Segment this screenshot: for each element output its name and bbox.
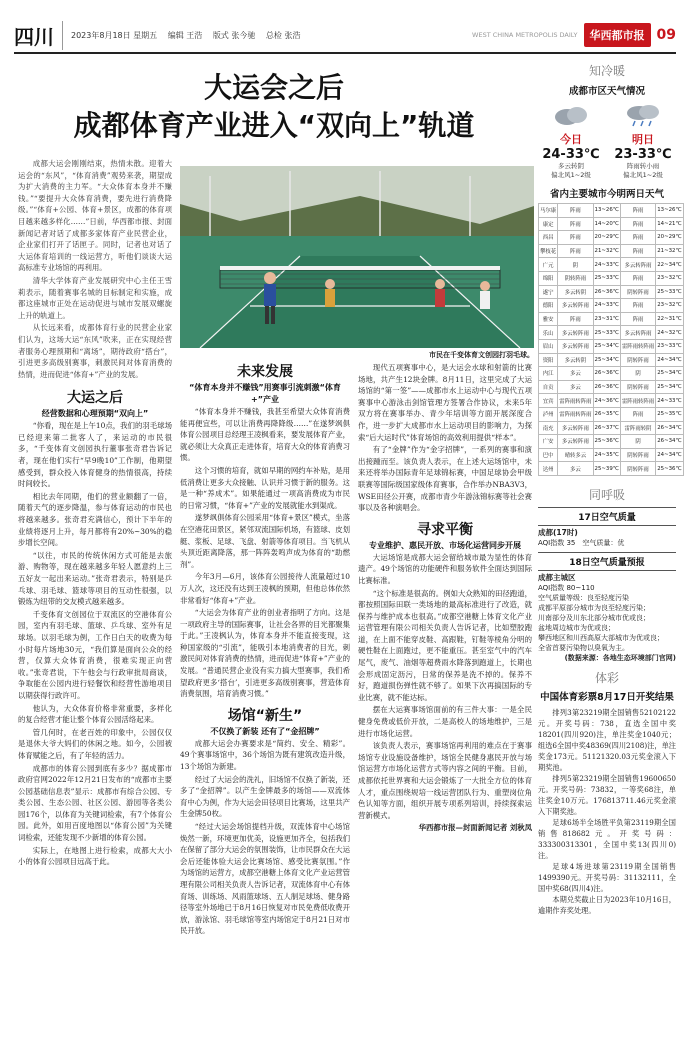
weather-cell: 24~32℃ [656, 326, 683, 340]
checker: 总检 张浩 [265, 30, 301, 40]
aq-today-title: 17日空气质量 [538, 507, 676, 526]
weather-cell: 阵雨 [620, 299, 655, 313]
aq-forecast-city: 成都主城区 [538, 572, 576, 582]
weather-cell: 阵雨 [620, 271, 655, 285]
lottery-paragraph: 排列5第23219期全国销售19600650元。开奖号码：73832，一等奖68注，单注奖金10万元。176813711.46元奖金滚入下期奖池。 [538, 773, 676, 816]
paragraph: 大运场馆是成都大运会留给城市最为显性的体育遗产。49个场馆的功能硬件和服务软件全面达到国际比赛标准。 [358, 552, 532, 585]
paragraph: 这个习惯的培育，就如早期的网约车补贴，是用低消费让更多大众接触、认识并习惯于新的服务。这是一种“养成术”。如果能通过一项高消费成为市民的日常习惯，“体育+”产业的发展就能水到渠成。 [180, 465, 351, 510]
weather-tag: 知冷暖 [588, 64, 625, 78]
weather-forecast [538, 103, 676, 180]
weather-cell: 20~29℃ [656, 231, 683, 245]
photo-illustration [180, 166, 534, 348]
weather-cell: 雷阵雨转阵雨 [620, 394, 655, 408]
weather-cell: 阴转阵雨 [620, 448, 655, 462]
weather-cell: 25~33℃ [656, 285, 683, 299]
city-name: 马尔康 [539, 204, 558, 218]
weather-cell: 21~32℃ [593, 244, 620, 258]
city-name: 乐山 [539, 326, 558, 340]
weather-cell: 阴 [620, 435, 655, 449]
weather-cell: 多云转阵雨 [620, 326, 655, 340]
weather-cell: 多云转阵雨 [558, 435, 593, 449]
weather-cell: 13~26℃ [656, 204, 683, 218]
weather-cell: 25~35℃ [656, 407, 683, 421]
weather-cell: 20~29℃ [593, 231, 620, 245]
weather-cell: 25~33℃ [593, 326, 620, 340]
aq-forecast-aqi: AQI指数 80~110 [538, 583, 595, 592]
city-weather-row [539, 217, 684, 231]
weather-cell: 26~34℃ [656, 421, 683, 435]
city-weather-row [539, 367, 684, 381]
city-name: 宜宾 [539, 394, 558, 408]
city-weather-row [539, 271, 684, 285]
aq-detail-line: 空气质量等级：良至轻度污染 [538, 593, 629, 602]
section-3-subtitle: 不仅换了新装 还有了“金招牌” [210, 726, 320, 736]
city-weather-row [539, 421, 684, 435]
weather-cell: 多云转阵雨 [558, 421, 593, 435]
city-name: 南充 [539, 421, 558, 435]
weather-cell: 阴转阵雨 [620, 285, 655, 299]
weather-cell: 晴转多云 [558, 448, 593, 462]
aq-detail-line: 全省首要污染物以臭氧为主。 [538, 643, 629, 652]
paragraph: 相比去年同期，他们的营业额翻了一倍，随着天气的逐步降温，参与体育运动的市民也将越来越多。张奇君充满信心，预计下半年的业绩将逐月上升，每月都将有20%~30%的稳步增长空间。 [18, 491, 172, 548]
weather-cell: 24~33℃ [593, 299, 620, 313]
weather-cell: 26~36℃ [593, 367, 620, 381]
city-weather-row [539, 258, 684, 272]
weather-cell: 24~33℃ [656, 394, 683, 408]
weather-cell: 多云转阴 [558, 285, 593, 299]
city-weather-row [539, 285, 684, 299]
aq-forecast-details [538, 593, 676, 653]
paragraph: 今年3月—6月，该体育公园接待人流量超过10万人次，这还没有达到王凌枫的预期，但他总体依然非常看好“体育+”产业。 [180, 572, 350, 605]
paragraph: “以往，市民的传统休闲方式可能是去旅游、购物等，现在越来越多年轻人愿意约上三五好友一起出来运动。”张奇君表示，特别是乒乓球、羽毛球、篮球等项目的互动性很强，以锻炼为纽带的交友模式越来越多。 [18, 550, 172, 607]
paragraph: 有了“金牌”作为“金字招牌”，一系列的赛事和演出接踵而至。该负责人表示，在上述大运场馆中，未来还将举办国际青年足球锦标赛，中国足球协会甲级联赛等国际级国家级体育赛事，合作举办NBA3V3，WSE田径公开赛，成都市青少年游泳锦标赛等社会赛事以及各种演唱会。 [358, 445, 532, 513]
lottery-paragraph: 排列3第23219期全国销售52102122元。开奖号码：738，直选全国中奖18201(四川920)注，单注奖金1040元；组选6全国中奖48369(四川2108)注，单注奖金173元。51121320.03元奖金滚入下期奖池。 [538, 707, 676, 772]
weather-cell: 23~32℃ [656, 299, 683, 313]
weather-cell: 雷阵雨转阵雨 [558, 407, 593, 421]
badminton-photo [180, 166, 534, 348]
paragraph: 该负责人表示，赛事场馆再利用的难点在于赛事场馆专业设施设备维护，场馆全民健身惠民开放与场馆运营方市场化运营方式等内容之间的平衡。目前，成都依托世界赛和大运会锻炼了一大批全方位的体育人才，重点围绕规培一线运营团队行为、重塑岗位角色认知等方面，组织开展专项系列培训，持续探索运营新模式。 [358, 741, 532, 820]
weather-cell: 阵雨 [558, 204, 593, 218]
weather-cell: 多云转阵雨 [558, 339, 593, 353]
column-2 [180, 362, 350, 938]
city-name: 西昌 [539, 231, 558, 245]
weather-cell: 25~36℃ [593, 435, 620, 449]
city-name: 达州 [539, 462, 558, 476]
weather-cell: 14~21℃ [656, 217, 683, 231]
section-3-heading [180, 706, 350, 738]
weather-cell: 22~31℃ [656, 312, 683, 326]
tomorrow-desc: 阵雨转小雨 [626, 162, 660, 170]
aq-detail-line: 川南部分及川东北部分城市优或良； [538, 613, 650, 622]
weather-cell: 24~34℃ [656, 448, 683, 462]
lead-paragraph-3: 从长远来看，成都体育行业的民营企业家们认为，这场大运“东风”吹来，正在实现经营者服务心理预期和“离场”，期待政府“搭台”，引进更多高级别赛事，刺激民间对体育消费的热情，进而促进“体育+”产业的发展。 [18, 323, 172, 379]
today-label: 今日 [560, 133, 582, 146]
masthead [14, 18, 676, 52]
weather-cell: 阵雨 [558, 217, 593, 231]
city-name: 资阳 [539, 353, 558, 367]
weather-cell: 雷阵雨转阵雨 [558, 394, 593, 408]
weather-cell: 多云转阵雨 [620, 258, 655, 272]
paragraph: 实际上，在地图上进行检索，成都大大小小的体育公园项目远高于此。 [18, 845, 172, 867]
weather-cell: 26~36℃ [593, 380, 620, 394]
weather-cell: 25~39℃ [593, 462, 620, 476]
weather-cell: 25~33℃ [593, 271, 620, 285]
section-2-heading [180, 362, 350, 406]
weather-cell: 25~34℃ [593, 339, 620, 353]
city-weather-row [539, 380, 684, 394]
city-name: 康定 [539, 217, 558, 231]
weather-cell: 多云 [558, 462, 593, 476]
weather-today [538, 103, 604, 180]
paragraph: 遂梦飒俱体育公园采用“体育+景区”模式，坐落在空港花田景区，紧邻双流国际机场，有篮球、皮划艇、浆板、足球、飞盘、射箭等体育项目。当飞机从头顶近距离降落，那一阵阵轰鸣声成为体育的“助燃剂”。 [180, 513, 350, 569]
lead-paragraph-2: 清华大学体育产业发展研究中心主任王雪莉表示，随着赛事名城的目标制定和实施，成都这座城市正处在运动促进与城市发展双螺旋上升的轨道上。 [18, 275, 172, 320]
paragraph: 成都大运会办赛要求是“简约、安全、精彩”。49个赛事场馆中，36个场馆为既有建筑改造升级，13个场馆为新建。 [180, 738, 350, 772]
section-3-title: 场馆“新生” [227, 707, 303, 724]
city-name: 广元 [539, 258, 558, 272]
city-name: 泸州 [539, 407, 558, 421]
headline-line1: 大运会之后 [203, 71, 344, 104]
paragraph: “这个标准是很高的。例如大众熟知的田径跑道，都按照国际田联一类场地的最高标准进行了改造，就保养与维护成本也很高。”成都空港糖上体育文化产业运营管理有限公司相关负责人告诉记者，比如塑胶跑道，在上面不能穿皮鞋、高跟鞋，钉鞋等棱角分明的硬性鞋在上面跑过，更不能重压。甚至室气中的汽车尾气，废气、油烟等超费雨水降落到跑道上，长期也会形成固定沥污，日常的保养是洗不掉的。保养不好，跑道损伤弹性就不够了。如果下次再搞国际的专业比赛，就不能达标。 [358, 588, 532, 702]
weather-cell: 阵雨 [558, 312, 593, 326]
section-4-heading [358, 520, 532, 552]
column-1 [18, 158, 172, 869]
weather-cell: 23~31℃ [593, 312, 620, 326]
weather-cell: 21~32℃ [656, 244, 683, 258]
weather-cell: 多云 [558, 367, 593, 381]
weather-cell: 22~34℃ [656, 258, 683, 272]
weather-cell: 13~26℃ [593, 204, 620, 218]
city-name: 遂宁 [539, 285, 558, 299]
weather-cell: 阵雨 [620, 244, 655, 258]
issue-date: 2023年8月18日 星期五 [71, 30, 158, 40]
cities-title: 省内主要城市今明两日天气 [549, 189, 664, 200]
aq-source: (数据来源：各地生态环境部门官网) [564, 653, 676, 662]
today-temp: 24-33℃ [542, 147, 600, 162]
city-weather-row [539, 326, 684, 340]
column-3 [358, 362, 532, 834]
section-1-subtitle: 经营数据和心理预期“双向上” [41, 409, 149, 419]
lottery-paragraph: 本期兑奖截止日为2023年10月16日，逾期作弃奖处理。 [538, 894, 676, 915]
aq-today-value: AQI指数 35 空气质量：优 [538, 538, 625, 547]
weather-cell: 25~34℃ [656, 380, 683, 394]
weather-cell: 25~36℃ [656, 462, 683, 476]
weather-cell: 阴 [558, 258, 593, 272]
weather-cell: 阵雨 [620, 407, 655, 421]
section-1-title: 大运之后 [67, 390, 123, 407]
weather-cell: 23~32℃ [656, 271, 683, 285]
weather-cell: 14~20℃ [593, 217, 620, 231]
headline-line2: 成都体育产业进入“双向上”轨道 [73, 109, 475, 142]
paragraph: “经过大运会场馆提档升级，双流体育中心场馆焕然一新，环境更加优美，设施更加齐全，包括我们在保留了部分大运会的氛围装饰，让市民群众在大运会后还能体验大运会比赛场馆、感受比赛氛围。”作为场馆的运营方，成都空港糖上体育文化产业运营管理有限公司相关负责人告诉记者，双流体育中心有体育场、训练场、风雨篮球场、五人制足球场、健身路径等室外场地已于8月16日恢复对市民免费低收费开放，游泳馆、羽毛球馆等室内场馆定于8月21日对市民开放。 [180, 822, 350, 936]
masthead-rule [14, 52, 676, 54]
lead-paragraph: 成都大运会刚刚结束，热情未散。迎着大运会的“东风”，“体育消费”观势来袭，期望成为扩大消费的主力军。“大众体育本身并不赚钱。”“要提升大众体育消费，要先进行消费降级。”“体育+公园、体育+景区，成都的体育项目越来越多样化……”日前，华西都市报、封面新闻记者对话了成都多家体育产业民营企业，企业家们打开了话匣子。同时，记者也对话了大运体育培训的一线运营方，听他们谈谈大运高标准专业场馆的再利用。 [18, 159, 172, 273]
section-4-title: 寻求平衡 [417, 521, 473, 538]
city-weather-row [539, 435, 684, 449]
weather-cell: 阴转阵雨 [620, 353, 655, 367]
aq-detail-line: 攀西地区和川西高原大部城市为优或良； [538, 633, 664, 642]
editor: 编辑 王浩 [167, 30, 203, 40]
weather-cell: 26~34℃ [656, 435, 683, 449]
weather-cell: 阵雨 [620, 231, 655, 245]
paragraph: “你看，现在是上午10点，我们的羽毛球场已经迎来第二批客人了，来运动的市民很多，“千变体育文创园执行董事张奇君告诉记者，现在他们实行“早9晚10”工作制，他期望感受到，群众投入体育健身的热情很高，持续时间较长。 [18, 421, 172, 489]
city-name: 雅安 [539, 312, 558, 326]
city-weather-row [539, 244, 684, 258]
section-1-heading [18, 388, 172, 420]
lottery-paragraph: 足球4场进球第23119期全国销售1499390元。开奖号码：31132111，全国中奖68(四川4)注。 [538, 861, 676, 893]
paragraph: 他认为，大众体育价格非常重要，多样化的复合经营才能让整个体育公园活络起来。 [18, 703, 172, 725]
paragraph: “体育本身并不赚钱，我甚至希望大众体育消费能再便宜些，可以让消费再降降级……”在遂梦飒俱体育公园项目总经理王凌枫看来，要发展体育产业，就必须让大众真正走进体育，培育大众的体育消费习惯。 [180, 407, 350, 463]
city-name: 攀枝花 [539, 244, 558, 258]
aq-detail-line: 成都平原部分城市为良至轻度污染； [538, 603, 650, 612]
weather-cell: 阵雨 [620, 204, 655, 218]
weather-cell: 26~35℃ [593, 407, 620, 421]
weather-cell: 26~37℃ [593, 421, 620, 435]
weather-cell: 25~34℃ [656, 367, 683, 381]
lottery-paragraph: 足球6场半全场胜平负第23119期全国销售818682元。开奖号码：333300313301，全国中奖13(四川0)注。 [538, 817, 676, 860]
city-weather-row [539, 448, 684, 462]
weather-cell: 阴 [620, 367, 655, 381]
weather-cell: 24~34℃ [656, 353, 683, 367]
masthead-english: WEST CHINA METROPOLIS DAILY [472, 31, 578, 39]
lottery-tag: 体彩 [594, 670, 619, 685]
city-weather-row [539, 462, 684, 476]
aq-forecast-title: 18日空气质量预报 [538, 552, 676, 571]
city-name: 广安 [539, 435, 558, 449]
weather-cell: 26~36℃ [593, 285, 620, 299]
weather-cell: 雷阵雨转阴 [620, 421, 655, 435]
weather-cell: 阵雨 [620, 217, 655, 231]
city-name: 眉山 [539, 339, 558, 353]
paragraph: 千变体育文创园位于双流区的空港体育公园，室内有羽毛球、篮球、乒乓球、室外有足球场。以羽毛球为例，工作日白天的收费为每小时每片场地30元，“我们算是面向公众的经营，仅算大众体育消费，很难实现正向营收。”张奇君说，下午他会与行政审批局商谈，争取能在公园内进行轻餐饮和经营性游地项目以期获得行政许可。 [18, 609, 172, 700]
weather-cell: 阵雨 [558, 231, 593, 245]
city-weather-table [538, 203, 684, 476]
weather-cell: 24~36℃ [593, 394, 620, 408]
weather-cell: 阴转阵雨 [558, 271, 593, 285]
weather-cell: 阴转阵雨 [620, 380, 655, 394]
byline: 华西都市报—封面新闻记者 刘秋凤 [418, 823, 532, 833]
paragraph: 管几何时，在老百姓的印象中，公园仅仅是退休大爷大妈们的休闲之地。如今，公园被体育赋能之后，有了年轻的活力。 [18, 727, 172, 760]
weather-cell: 23~33℃ [656, 339, 683, 353]
weather-cell: 阴转阵雨 [620, 462, 655, 476]
city-weather-row [539, 394, 684, 408]
city-name: 内江 [539, 367, 558, 381]
weather-cell: 25~34℃ [593, 353, 620, 367]
lottery-title: 中国体育彩票8月17日开奖结果 [540, 691, 674, 703]
paragraph: 经过了大运会的洗礼，旧场馆不仅换了新装，还多了“金招牌”。以产生金牌最多的场馆——双流体育中心为例，作为大运会田径项目比赛场，这里共产生金牌50枚。 [180, 774, 351, 819]
weather-cell: 多云转阴 [558, 353, 593, 367]
headline [14, 70, 534, 146]
city-name: 巴中 [539, 448, 558, 462]
tomorrow-label: 明日 [632, 133, 654, 146]
city-weather-row [539, 353, 684, 367]
paragraph: 摆在大运赛事场馆面前的有三件大事：一是全民健身免费或低价开放，二是高校人的场地维护，三是进行市场化运营。 [358, 705, 532, 738]
city-weather-row [539, 299, 684, 313]
weather-cell: 多云转阵雨 [558, 299, 593, 313]
newspaper-logo: 华西都市报 [584, 23, 651, 47]
today-wind: 偏北风1~2级 [551, 171, 591, 179]
sidebar [538, 62, 682, 1042]
page-number: 09 [656, 27, 676, 43]
city-weather-row [539, 407, 684, 421]
city-name: 自贡 [539, 380, 558, 394]
city-weather-row [539, 204, 684, 218]
weather-cell: 多云转阵雨 [558, 326, 593, 340]
city-name: 绵阳 [539, 271, 558, 285]
weather-cell: 24~35℃ [593, 448, 620, 462]
paragraph: 现代五项赛事中心，是大运会水球和射箭的比赛场地，共产生12块金牌。8月11日，这里完成了大运场馆的“第一签”——成都市水上运动中心与现代五项赛事中心游泳击剑馆管理方签署合作协议，未来5年双方将在赛事举办、青少年培训等方面开展深度合作，进一步扩大成都市水上运动项目的影响力，为探索“后大运时代”体育场馆的高效利用提供“样本”。 [358, 363, 532, 442]
section-name: 四川 [14, 21, 63, 50]
paragraph: “大运会为体育产业的创业者指明了方向。这是一项政府主导的国际赛事，让社会各界的目光都聚集于此。”王凌枫认为，体育本身并不能直接变现，这种国家级的“引流”，能吸引本地消费者的目光，刺激民间对体育消费的热情，进而促进“体育+”产业的发展。“普通民营企业没有实力搞大型赛事，我们希望政府更多‘搭台’，引进更多高级别赛事，营造体育消费氛围，培育消费习惯。” [180, 608, 350, 699]
designer: 版式 张今驰 [212, 30, 256, 40]
tomorrow-temp: 23-33℃ [614, 147, 672, 162]
weather-cell: 多云 [558, 380, 593, 394]
city-weather-row [539, 339, 684, 353]
weather-cell: 24~33℃ [593, 258, 620, 272]
air-tag: 同呼吸 [588, 487, 625, 502]
section-4-subtitle: 专业维护、惠民开放、市场化运营同步开展 [369, 540, 521, 550]
city-name: 德阳 [539, 299, 558, 313]
weather-cell: 阵雨 [620, 312, 655, 326]
weather-cell: 雷阵雨转阵雨 [620, 339, 655, 353]
section-2-subtitle: “体育本身并不赚钱”用赛事引流刺激“体育+”产业 [189, 383, 341, 404]
today-desc: 多云转阴 [558, 162, 584, 170]
photo-caption: 市民在千变体育文创园打羽毛球。 [429, 351, 534, 359]
aq-detail-line: 盆地周边城市为优或良； [538, 623, 615, 632]
masthead-info [71, 30, 308, 41]
tomorrow-wind: 偏北风1~2级 [623, 171, 663, 179]
city-weather-row [539, 231, 684, 245]
weather-cell: 阵雨 [558, 244, 593, 258]
rain-icon [623, 103, 663, 127]
weather-tomorrow [610, 103, 676, 180]
paragraph: 成都市的体育公园到底有多少？据成都市政府官网2022年12月21日发布的“成都市主要公园基础信息表”显示：成都市有综合公园、专类公园、生态公园、社区公园、游园等各类公园176个，以体育为关键词检索，有7个体育公园。此外，如用百度地图以“体育公园”为关键词检索，还能发现不少新增的体育公园。 [18, 763, 172, 843]
city-weather-row [539, 312, 684, 326]
lottery-results [538, 707, 676, 916]
section-2-title: 未来发展 [237, 364, 293, 380]
cloudy-icon [551, 103, 591, 127]
weather-title: 成都市区天气情况 [568, 86, 645, 97]
aq-today-city: 成都(17时) [538, 527, 578, 537]
